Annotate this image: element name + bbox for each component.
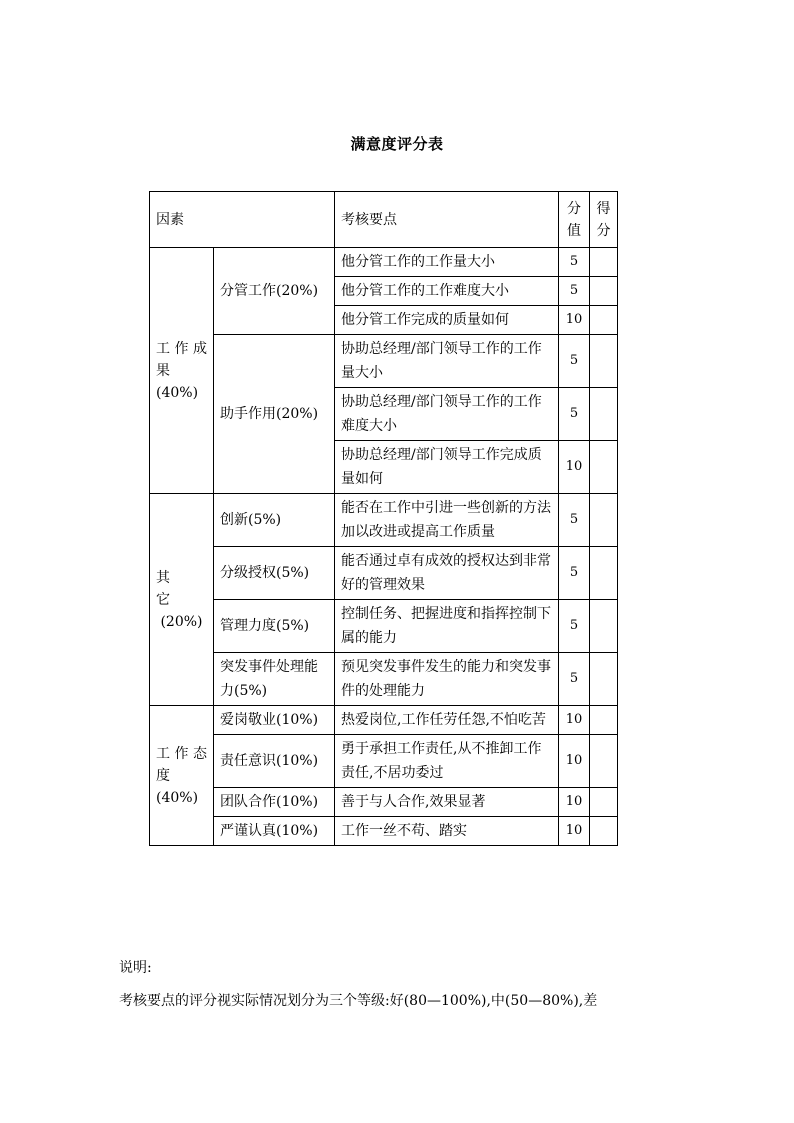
table-row bbox=[150, 494, 618, 547]
table-row bbox=[150, 600, 618, 653]
assessment-point-cell: 勇于承担工作责任,从不推卸工作责任,不居功委过 bbox=[335, 735, 559, 788]
category-cell bbox=[150, 706, 214, 846]
weight-cell: 10 bbox=[559, 441, 590, 494]
table-row bbox=[150, 706, 618, 735]
header-points: 考核要点 bbox=[335, 192, 559, 248]
assessment-point-cell: 热爱岗位,工作任劳任怨,不怕吃苦 bbox=[335, 706, 559, 735]
score-input-cell[interactable] bbox=[590, 706, 618, 735]
table-row bbox=[150, 788, 618, 817]
score-input-cell[interactable] bbox=[590, 248, 618, 277]
table-row bbox=[150, 335, 618, 388]
note-text: 考核要点的评分视实际情况划分为三个等级:好(80—100%),中(50—80%),差 bbox=[119, 993, 598, 1009]
subcategory-cell: 创新(5%) bbox=[214, 494, 335, 547]
score-input-cell[interactable] bbox=[590, 494, 618, 547]
category-cell bbox=[150, 494, 214, 706]
score-input-cell[interactable] bbox=[590, 817, 618, 846]
score-table bbox=[149, 191, 618, 846]
subcategory-cell: 责任意识(10%) bbox=[214, 735, 335, 788]
table-row bbox=[150, 248, 618, 277]
assessment-point-cell: 协助总经理/部门领导工作的工作难度大小 bbox=[335, 388, 559, 441]
subcategory-cell: 分管工作(20%) bbox=[214, 248, 335, 335]
subcategory-cell: 管理力度(5%) bbox=[214, 600, 335, 653]
assessment-point-cell: 他分管工作的工作难度大小 bbox=[335, 277, 559, 306]
category-label-line2: 果(40%) bbox=[156, 362, 199, 401]
weight-cell: 5 bbox=[559, 335, 590, 388]
header-weight: 分值 bbox=[559, 192, 590, 248]
score-input-cell[interactable] bbox=[590, 653, 618, 706]
table-row bbox=[150, 735, 618, 788]
score-input-cell[interactable] bbox=[590, 735, 618, 788]
assessment-point-cell: 他分管工作的工作量大小 bbox=[335, 248, 559, 277]
weight-cell: 5 bbox=[559, 494, 590, 547]
weight-cell: 10 bbox=[559, 735, 590, 788]
note-label: 说明: bbox=[119, 960, 152, 976]
subcategory-cell: 突发事件处理能力(5%) bbox=[214, 653, 335, 706]
score-input-cell[interactable] bbox=[590, 600, 618, 653]
score-input-cell[interactable] bbox=[590, 788, 618, 817]
assessment-point-cell: 预见突发事件发生的能力和突发事件的处理能力 bbox=[335, 653, 559, 706]
weight-cell: 10 bbox=[559, 706, 590, 735]
category-label-line1: 其 它 bbox=[156, 569, 198, 608]
score-input-cell[interactable] bbox=[590, 547, 618, 600]
subcategory-cell: 助手作用(20%) bbox=[214, 335, 335, 494]
subcategory-cell: 严谨认真(10%) bbox=[214, 817, 335, 846]
assessment-point-cell: 能否在工作中引进一些创新的方法加以改进或提高工作质量 bbox=[335, 494, 559, 547]
weight-cell: 5 bbox=[559, 653, 590, 706]
subcategory-cell: 爱岗敬业(10%) bbox=[214, 706, 335, 735]
score-input-cell[interactable] bbox=[590, 277, 618, 306]
category-label-line1: 工 作 态 bbox=[156, 745, 207, 762]
subcategory-cell: 分级授权(5%) bbox=[214, 547, 335, 600]
assessment-point-cell: 善于与人合作,效果显著 bbox=[335, 788, 559, 817]
score-table-body bbox=[150, 192, 618, 846]
header-score: 得分 bbox=[590, 192, 618, 248]
category-cell bbox=[150, 248, 214, 494]
page-title: 满意度评分表 bbox=[350, 135, 444, 153]
weight-cell: 5 bbox=[559, 277, 590, 306]
weight-cell: 10 bbox=[559, 817, 590, 846]
weight-cell: 10 bbox=[559, 788, 590, 817]
weight-cell: 5 bbox=[559, 600, 590, 653]
weight-cell: 5 bbox=[559, 248, 590, 277]
category-label-line2: (20%) bbox=[160, 613, 203, 630]
weight-cell: 5 bbox=[559, 388, 590, 441]
table-row bbox=[150, 547, 618, 600]
assessment-point-cell: 他分管工作完成的质量如何 bbox=[335, 306, 559, 335]
score-input-cell[interactable] bbox=[590, 441, 618, 494]
weight-cell: 5 bbox=[559, 547, 590, 600]
score-input-cell[interactable] bbox=[590, 335, 618, 388]
assessment-point-cell: 协助总经理/部门领导工作完成质量如何 bbox=[335, 441, 559, 494]
category-label-line1: 工 作 成 bbox=[156, 340, 207, 357]
assessment-point-cell: 能否通过卓有成效的授权达到非常好的管理效果 bbox=[335, 547, 559, 600]
score-input-cell[interactable] bbox=[590, 306, 618, 335]
assessment-point-cell: 控制任务、把握进度和指挥控制下属的能力 bbox=[335, 600, 559, 653]
category-label-line2: 度(40%) bbox=[156, 767, 199, 806]
assessment-point-cell: 工作一丝不苟、踏实 bbox=[335, 817, 559, 846]
weight-cell: 10 bbox=[559, 306, 590, 335]
header-factor: 因素 bbox=[150, 192, 335, 248]
score-input-cell[interactable] bbox=[590, 388, 618, 441]
table-row bbox=[150, 817, 618, 846]
table-header-row bbox=[150, 192, 618, 248]
subcategory-cell: 团队合作(10%) bbox=[214, 788, 335, 817]
assessment-point-cell: 协助总经理/部门领导工作的工作量大小 bbox=[335, 335, 559, 388]
table-row bbox=[150, 653, 618, 706]
